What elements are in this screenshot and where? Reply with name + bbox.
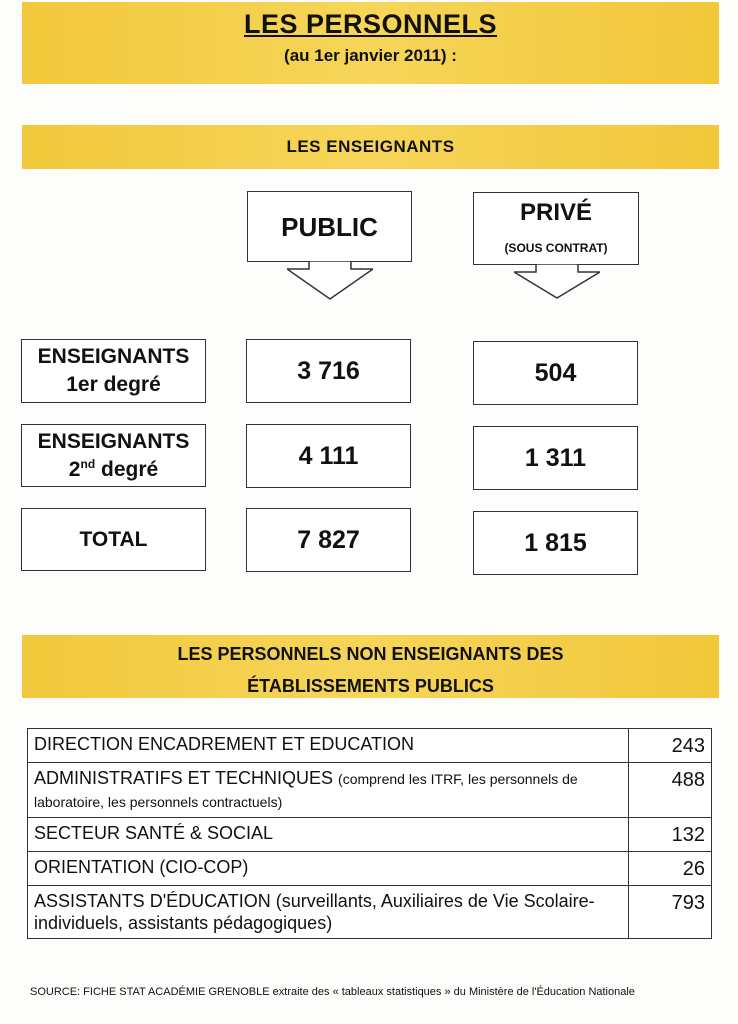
public-value-1er-degre: 3 716 [246, 339, 411, 403]
staff-category-note: (comprend les ITRF, les personnels de laboratoire, les personnels contractuels) [34, 771, 578, 810]
prive-value-1er-degre: 504 [473, 341, 638, 405]
prive-header-label: PRIVÉ [519, 199, 593, 226]
row-label-2nd-degre [21, 424, 206, 487]
staff-category-name: ADMINISTRATIFS ET TECHNIQUES (comprend les ITRF, les personnels de laboratoire, les personnels contractuels) [28, 763, 629, 818]
page-title: LES PERSONNELS [243, 9, 498, 39]
header-banner [22, 2, 719, 84]
prive-value-total: 1 815 [473, 511, 638, 575]
public-value-2nd-degre: 4 111 [246, 424, 411, 488]
row-label-line2-sup: nd [80, 456, 96, 471]
prive-down-arrow-icon [514, 264, 600, 300]
staff-category-value: 132 [629, 818, 712, 852]
public-down-arrow-icon [287, 261, 373, 301]
non-enseignants-table [27, 728, 712, 939]
non-enseignants-banner-line1: LES PERSONNELS NON ENSEIGNANTS DES [177, 644, 564, 664]
row-label-line2-pre: 2 [68, 457, 81, 481]
table-row [28, 818, 712, 852]
row-label-total [21, 508, 206, 571]
prive-value-2nd-degre: 1 311 [473, 426, 638, 490]
row-label-line1: ENSEIGNANTS [37, 345, 190, 368]
table-row [28, 729, 712, 763]
staff-category-name: SECTEUR SANTÉ & SOCIAL [28, 818, 629, 852]
row-label-line2-post: degré [95, 457, 159, 481]
staff-category-value: 793 [629, 886, 712, 939]
prive-header-sublabel: (SOUS CONTRAT) [504, 241, 608, 255]
page-subtitle: (au 1er janvier 2011) : [284, 46, 457, 65]
prive-column-header [473, 192, 639, 265]
public-header-label: PUBLIC [281, 212, 378, 242]
source-note: SOURCE: FICHE STAT ACADÉMIE GRENOBLE extraite des « tableaux statistiques » du Ministère de l'Éducation Nationale [30, 986, 635, 998]
staff-category-value: 488 [629, 763, 712, 818]
public-value-total: 7 827 [246, 508, 411, 572]
enseignants-banner [22, 125, 719, 169]
public-column-header [247, 191, 412, 262]
staff-category-value: 243 [629, 729, 712, 763]
row-label-line1: TOTAL [79, 527, 148, 551]
row-label-line1: ENSEIGNANTS [37, 429, 190, 453]
row-label-line2: 1er degré [66, 373, 161, 396]
non-enseignants-banner-line2: ÉTABLISSEMENTS PUBLICS [247, 676, 494, 696]
row-label-line2 [22, 456, 205, 484]
table-row [28, 852, 712, 886]
enseignants-banner-text: LES ENSEIGNANTS [286, 137, 455, 156]
staff-category-name: DIRECTION ENCADREMENT ET EDUCATION [28, 729, 629, 763]
table-row [28, 886, 712, 939]
non-enseignants-banner [22, 635, 719, 698]
table-row [28, 763, 712, 818]
row-label-1er-degre [21, 339, 206, 403]
staff-category-value: 26 [629, 852, 712, 886]
staff-category-name: ORIENTATION (CIO-COP) [28, 852, 629, 886]
staff-category-name: ASSISTANTS D'ÉDUCATION (surveillants, Auxiliaires de Vie Scolaire-individuels, assistants pédagogiques) [28, 886, 629, 939]
